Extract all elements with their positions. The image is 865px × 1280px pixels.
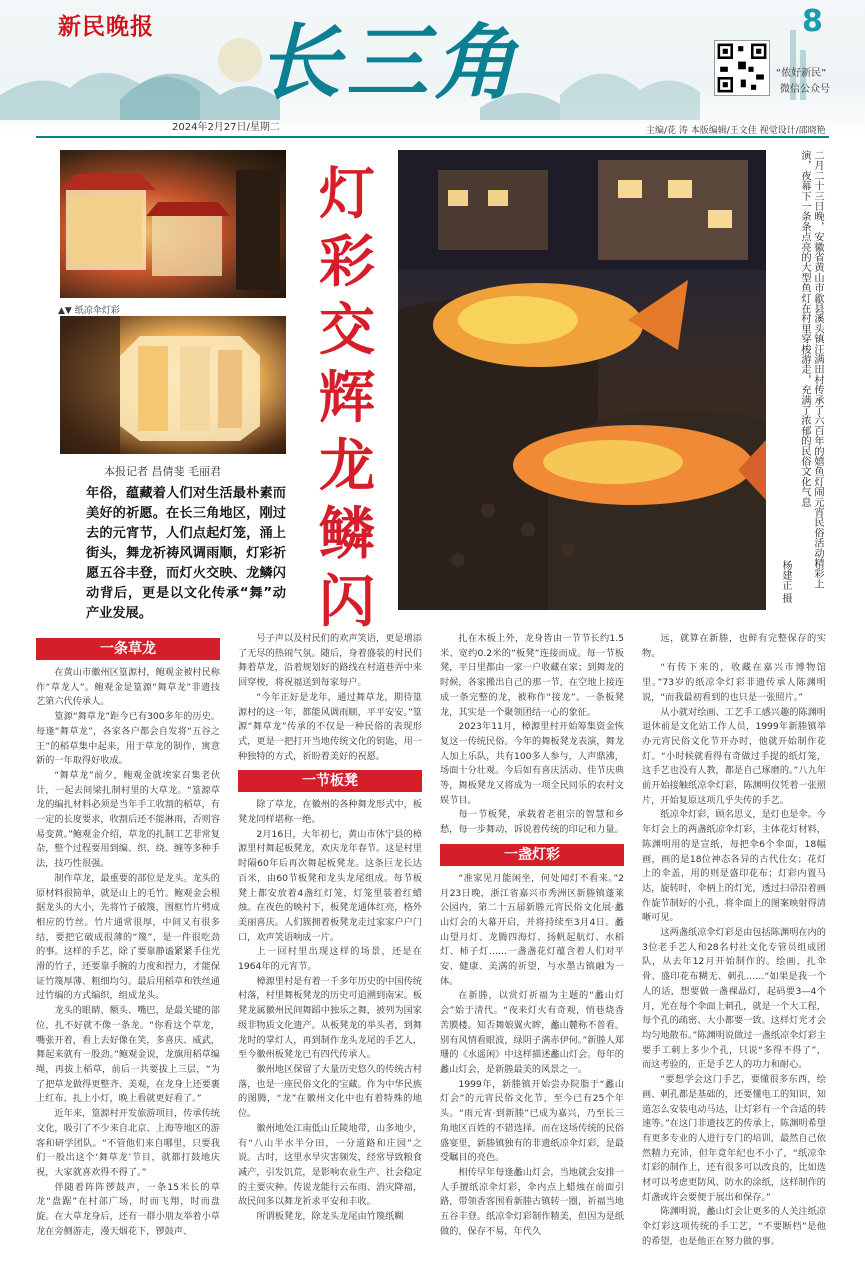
article-column-3 <box>440 632 624 1239</box>
qr-sublabel: 微信公众号 <box>780 84 830 95</box>
newspaper-name: 新民晚报 <box>58 13 154 40</box>
paragraph: 近年来，篁源村开发旅游项目，传承传统文化，吸引了不少来自北京、上海等地区的游客和研学团队。“不管他们来自哪里，只要我们一般出这个‘舞草龙’节目，就都打鼓地庆祝，大家就喜欢得不得了。” <box>36 1108 220 1178</box>
paragraph: 相传早年每逢蠡山灯会，当地就会安排一人手擅纸凉伞灯彩，伞内点上蜡烛在前面引路，带领香客围看新塍古镇转一圈，祈福当地五谷丰登。纸凉伞灯彩制作精美，但因为是纸做的，保存不易，年代久 <box>440 1166 624 1237</box>
editor-credits: 主编/花 涛 本版编辑/王文佳 视觉设计/邵晓艳 <box>646 126 826 136</box>
headline: 灯彩交辉龙鳞闪 <box>319 161 375 635</box>
subhead-lantern: 一盏灯彩 <box>440 844 624 866</box>
paragraph: 1999年，新塍镇开始尝办院脂于“蠡山灯会”的元宵民俗文化节，至今已有25个年头。“雨元宵·到新塍”已成为嘉兴，乃至长三角地区百姓的不错选择。而在这场传统的民俗盛宴里，新塍镇独有的非遗纸凉伞灯彩，是最受瞩目的亮色。 <box>440 1078 624 1164</box>
paragraph: 号子声以及村民们的欢声笑语，更是增添了无尽的热闹气氛。随后，身着盛装的村民们舞着草龙，沿着规划好的路线在村道巷弄中来回穿梭，将祝福送到每家每户。 <box>238 633 422 689</box>
paragraph: 纸凉伞灯彩，顾名思义，是灯也是伞。今年灯会上的两盏纸凉伞灯彩，主体花灯材料，陈渊明用的是宣纸，每把伞6个伞面，18幅画，画的是18位神态各异的古代仕女；花灯上的伞盖，用的则是盛印花布；灯彩内置马达，旋转时，伞柄上的灯光，透过扫帚沿着画作旋节制好的小孔，将伞面上的图案映射得清晰可见。 <box>642 809 826 924</box>
article-column-4 <box>642 632 826 1250</box>
photographer-credit: 杨建正 摄 <box>780 560 791 604</box>
paragraph: 每一节板凳，承载着老祖宗的智慧和乡愁，每一步舞动，诉说着传统的印记和力量。 <box>440 809 624 836</box>
paragraph: 上一回村里出现这样的场景，还是在1964年的元宵节。 <box>238 946 422 973</box>
main-photo-caption: 二月二十三日晚，安徽省黄山市歙县溪头镇汪满田村传承了六百年的嬉鱼灯闹元宵民俗活动精彩上演，夜幕下一条条点亮的大型鱼灯在村里穿梭游走，充满了浓郁的民俗文化气息 <box>799 150 823 589</box>
paragraph: 从小就对绘画、工艺手工感兴趣的陈渊明退休前是文化站工作人员，1999年新塍镇举办元宵民俗文化节开办时，他就开始制作花灯。“小时候就看得有奇做过手提的纸灯笼，这手艺也没有人教，都是自己琢磨的。”八九年前开始接触纸凉伞灯彩，陈渊明仅凭着一张照片，开始复原这项几乎失传的手艺。 <box>642 706 826 806</box>
photo-caption-small: ▲▼ 纸凉伞灯彩 <box>58 306 120 316</box>
section-title: 长三角 <box>258 15 522 111</box>
paragraph: 陈渊明说，蠡山灯会让更多的人关注纸凉伞灯彩这项传统的手工艺，“不要断档”是他的希望，也是他正在努力做的事。 <box>642 1206 826 1247</box>
reporter-byline: 本报记者 昌倩斐 毛丽君 <box>104 465 221 478</box>
umbrella-lantern-photo-2 <box>60 316 286 454</box>
paragraph: 2023年11月，樟源里村开始筹集资金恢复这一传统民俗。今年的舞板凳龙表演，舞龙人加上乐队，共有100多人参与，人声鼎沸，场面十分壮观。今后如有喜庆活动、佳节庆典等，舞板凳龙又将成为一项全民同乐的农村文娱节目。 <box>440 721 624 806</box>
paragraph: “有传下来的，收藏在嘉兴市博物馆里。”73岁的纸凉伞灯彩非遗传承人陈渊明说，“而我最初看到的也只是一张照片。” <box>642 662 826 703</box>
paragraph: “准家见月能闲坐，何处闻灯不看来。”2月23日晚，浙江省嘉兴市秀洲区新塍镇蓬莱公园内，第二十五届新塍元宵民俗文化展·蠡山灯会的大幕开启，并将持续至3月4日。蠡山望月灯、龙腾四海灯、扬帆起航灯、水稻灯、柿子灯……一盏盏花灯蕴含着人们对平安、健康、美满的祈望，与水墨古镇融为一体。 <box>440 872 624 987</box>
lead-paragraph: 年俗，蕴藏着人们对生活最朴素而美好的祈愿。在长三角地区，刚过去的元宵节，人们点起灯笼，涌上街头，舞龙祈祷风调雨顺，灯彩祈愿五谷丰登，而灯火交映、龙鳞闪动背后，更是以文化传承“舞”动产业发展。 <box>86 486 286 621</box>
header-rule <box>36 136 829 138</box>
paragraph: 伴随着阵阵锣鼓声，一条15米长的草龙“盘踞”在村部广场，时而飞翔，时而盘旋。在大草龙身后，还有一群小朋友举着小草龙在旁侧游走，漫天烟花下，锣鼓声、 <box>36 1181 220 1237</box>
paragraph: 篁源“舞草龙”距今已有300多年的历史。每逢“舞草龙”，各家各户都会自发将“五谷之王”的稻草集中起来，用于草龙的制作，寓意新的一年取得好收成。 <box>36 711 220 767</box>
masthead <box>0 0 865 138</box>
paragraph: 除了草龙，在徽州的各种舞龙形式中，板凳龙同样堪称一绝。 <box>238 799 422 826</box>
paragraph: 樟源里村是有着一千多年历史的中国传统村落，村里舞板凳龙的历史可追溯到南宋。板凳龙属徽州民间舞蹈中独乐之舞，被列为国家级非物质文化遗产。从板凳龙的举头者，到舞龙时的掌灯人，再到制作龙头龙尾的手艺人，至今徽州板凳龙已有四代传承人。 <box>238 975 422 1061</box>
article-column-1 <box>36 632 220 1239</box>
paragraph: 徽州地处江南低山丘陵地带，山多地少，有“八山半水半分田，一分道路和庄园”之说。古时，这里水旱灾害频发，经常导致粮食减产，引发饥荒，是影响农业生产、社会稳定的主要灾种。传说龙能行云布雨、消灾降福，故民间多以舞龙祈求平安和丰收。 <box>238 1122 422 1208</box>
paragraph: “要想学会这门手艺，要懂很多东西，绘画、刺孔都是基础的，还要懂电工的知识，知道怎么安装电动马达，让灯彩有一个合适的转速等。”在这门非遗技艺的传承上，陈渊明希望有更多专业的人进行专门的培训，最然自己依然精力充沛，但年竟年纪也不小了，“纸凉伞灯彩的制作上，还有很多可以改良的，比如选材可以考虑更防风、防水的涂纸，这样制作的灯盏或许会要便于展出和保存。” <box>642 1074 826 1203</box>
publication-date: 2024年2月27日/星期二 <box>172 122 280 133</box>
fish-lantern-main-photo <box>398 150 766 610</box>
paragraph: 在黄山市徽州区篁源村，鲍观金被村民称作“草龙人”。鲍观金是篁源“舞草龙”非遗技艺第六代传承人。 <box>36 667 220 708</box>
umbrella-lantern-photo-1 <box>60 150 286 298</box>
qr-code-icon <box>714 40 770 96</box>
paragraph: “今年正好是龙年，通过舞草龙，期待篁源村的这一年，都能风调雨顺，平平安安。”篁源“舞草龙”传承的不仅是一种民俗的表现形式，更是一把打开当地传统文化的钥匙，用一种独特的方式，祈盼着美好的祝愿。 <box>238 691 422 762</box>
paragraph: 扎在木板上外，龙身皆由一节节长约1.5米、宽约0.2米的“板凳”连接而成。每一节板凳，平日里都由一家一户收藏在家；到舞龙的时候，各家搬出自己的那一节，在空地上接连成一条完整的龙，被称作“接龙”。一条板凳龙，其实是一个聚领团结一心的象征。 <box>440 633 624 718</box>
paragraph: 这两盏纸凉伞灯彩是由包括陈渊明在内的3位老手艺人和28名村社文化专管员组成团队，从去年12月开始制作的。绘画、扎伞骨、盛印花布糊无、刺孔……“如果是我一个人的话，想要做一盏裸晶灯，起码要3—4个月，光在每个伞面上刺孔，就是一个大工程，每个孔的疏密、大小都要一致。这样灯光才会均匀地散布。”陈渊明说做过一盏纸凉伞灯彩主要手工刺上多少个孔，只说“多得不得了”，而这考验的，正是手艺人的功力和耐心。 <box>642 927 826 1071</box>
subhead-bench-dragon: 一节板凳 <box>238 770 422 792</box>
paragraph: 所谓板凳龙，除龙头龙尾由竹篾纸糊 <box>256 1211 404 1223</box>
paragraph: 2月16日，大年初七，黄山市休宁县的樟源里村舞起板凳龙，欢庆龙年春节。这是村里时隔60年后再次舞起板凳龙。这条巨龙长达百米，由60节板凳和龙头龙尾组成。每节板凳上都安放着4盏红灯笼，灯笼里装着红蜡烛。在夜色的映衬下，板凳龙通体红亮，格外美丽喜庆。人们簇拥着板凳龙走过家家户户门口，欢声笑语响成一片。 <box>238 828 422 943</box>
paragraph: 龙头的眼睛、额头、嘴巴，是最关键的部位，扎不好就不像一条龙。“你看这个草龙，嘴张开着，看上去好像在笑，多喜庆、威武，舞起来就有一股劲。”鲍观金说，龙旗用稻草编绳，再拔上稻草，前后一共要拔上三层，“为了把草龙做得更整齐、美观，在龙身上还要裹上红布、扎上小灯，晚上看就更好看了。” <box>36 1005 220 1105</box>
page-number: 8 <box>802 4 823 39</box>
paragraph: 徽州地区保留了大量历史悠久的传统古村落，也是一座民俗文化的宝藏。作为中华民族的图腾，“龙”在徽州文化中也有着特殊的地位。 <box>238 1063 422 1120</box>
paragraph: 制作草龙，最重要的部位是龙头。龙头的原材料很简单，就是山上的毛竹。鲍观金会根据龙头的大小，先将竹子破篾，围框竹片劈成相应的竹丝。竹片通常很厚，中间又有很多结，要把它破成很薄的“篾”，是一件很吃劲的事。这样的手艺，除了要靠静谧紧紧手住光滑的竹子，还要靠手腕的力度和捏力，才能保证竹篾厚薄、粗细均匀。最后用稻草和铁丝通过竹编的方式编织，组成龙头。 <box>36 872 220 1002</box>
paragraph: “舞草龙”前夕，鲍观金就埃家召集老伙计，一起去间梁扎制村里的大草龙。“篁源草龙的编扎材料必须是当年手工收割的稻草，有一定的长度要求，收割后还不能淋雨，否则容易变黄。”鲍观金介绍，草龙的扎制工艺非常复杂，整个过程要用到编、织、绕、缠等多种手法，技巧性很强。 <box>36 769 220 870</box>
article-column-2 <box>238 632 422 1225</box>
qr-label: “侬好新民” <box>776 68 827 79</box>
paragraph: 在新塍，以赏灯祈福为主题的“蠡山灯会”始于清代。“夜来灯火有奇观，悄巷烧香苦膜楼。知否舞娘翼火眸，蠡山麓称不普看。别有风情看眼波，绿阴子满赤伊何。”新塍人郑珊的《水遥闲》中这样描述蠡山灯会。每年的蠡山灯会，是新塍最美的风景之一。 <box>440 990 624 1075</box>
paragraph: 远，就算在新塍，也鲜有完整保存的实物。 <box>642 633 826 659</box>
subhead-grass-dragon: 一条草龙 <box>36 638 220 660</box>
